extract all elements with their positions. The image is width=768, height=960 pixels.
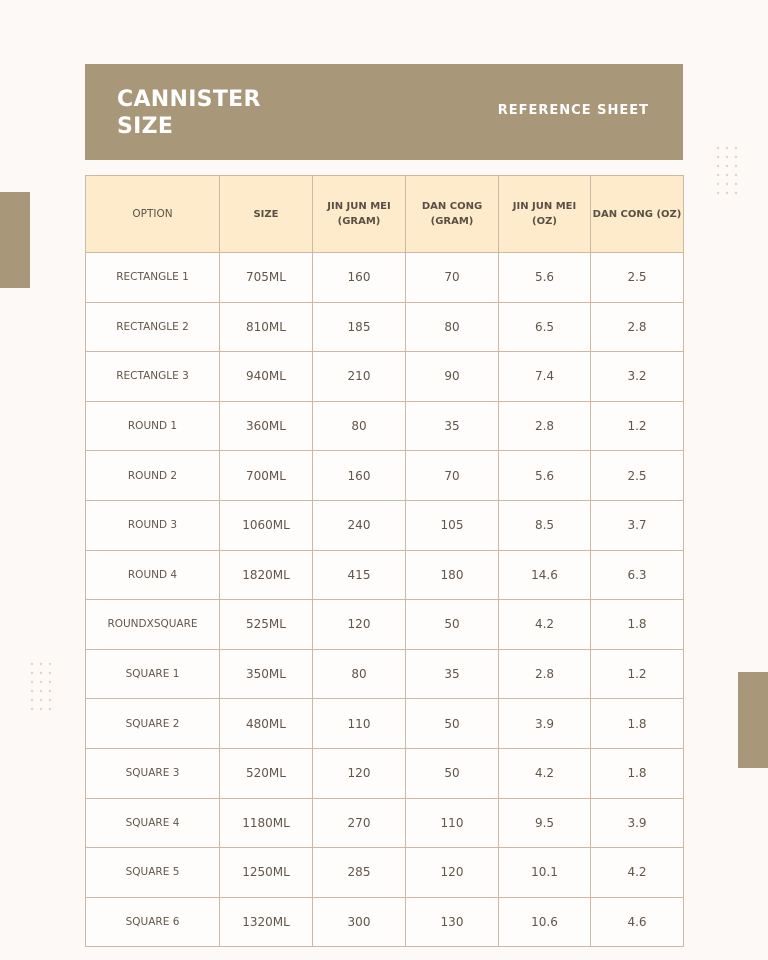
page-title: CANNISTER SIZE	[117, 87, 261, 139]
cell-jin-jun-mei-oz: 7.4	[499, 352, 591, 402]
cell-jin-jun-mei-gram: 110	[313, 699, 406, 749]
table-row	[86, 699, 684, 749]
cell-size: 810ML	[220, 302, 313, 352]
table-row	[86, 848, 684, 898]
cell-dan-cong-gram: 35	[406, 401, 499, 451]
cell-option: ROUND 1	[86, 401, 220, 451]
page-subtitle: REFERENCE SHEET	[497, 103, 649, 118]
cell-dan-cong-gram: 50	[406, 699, 499, 749]
cell-jin-jun-mei-oz: 5.6	[499, 451, 591, 501]
cell-jin-jun-mei-gram: 285	[313, 848, 406, 898]
cell-dan-cong-gram: 70	[406, 451, 499, 501]
cell-jin-jun-mei-gram: 185	[313, 302, 406, 352]
cell-jin-jun-mei-gram: 120	[313, 748, 406, 798]
cell-option: SQUARE 6	[86, 897, 220, 947]
cell-jin-jun-mei-oz: 2.8	[499, 649, 591, 699]
cell-dan-cong-oz: 4.6	[591, 897, 684, 947]
cell-dan-cong-gram: 90	[406, 352, 499, 402]
cell-jin-jun-mei-gram: 160	[313, 253, 406, 303]
cell-dan-cong-gram: 130	[406, 897, 499, 947]
cell-option: RECTANGLE 2	[86, 302, 220, 352]
cell-size: 1250ML	[220, 848, 313, 898]
cell-option: ROUND 4	[86, 550, 220, 600]
cell-dan-cong-gram: 35	[406, 649, 499, 699]
cell-size: 525ML	[220, 600, 313, 650]
cell-dan-cong-oz: 3.7	[591, 500, 684, 550]
cell-dan-cong-oz: 2.8	[591, 302, 684, 352]
cell-dan-cong-oz: 1.2	[591, 401, 684, 451]
cell-dan-cong-oz: 1.8	[591, 748, 684, 798]
cell-size: 1060ML	[220, 500, 313, 550]
cell-jin-jun-mei-gram: 300	[313, 897, 406, 947]
cell-dan-cong-gram: 120	[406, 848, 499, 898]
cell-size: 350ML	[220, 649, 313, 699]
cell-jin-jun-mei-oz: 10.1	[499, 848, 591, 898]
cell-dan-cong-gram: 110	[406, 798, 499, 848]
table-row	[86, 500, 684, 550]
cell-dan-cong-oz: 3.2	[591, 352, 684, 402]
column-header-option: OPTION	[86, 176, 220, 253]
header-banner	[85, 64, 683, 160]
reference-table	[85, 175, 684, 947]
cell-dan-cong-oz: 3.9	[591, 798, 684, 848]
cell-jin-jun-mei-oz: 14.6	[499, 550, 591, 600]
cell-dan-cong-oz: 1.8	[591, 600, 684, 650]
decorative-dot-grid	[28, 660, 56, 718]
cell-dan-cong-gram: 50	[406, 600, 499, 650]
cell-jin-jun-mei-oz: 3.9	[499, 699, 591, 749]
cell-jin-jun-mei-gram: 415	[313, 550, 406, 600]
cell-option: ROUND 3	[86, 500, 220, 550]
cell-option: RECTANGLE 1	[86, 253, 220, 303]
cell-size: 700ML	[220, 451, 313, 501]
cell-jin-jun-mei-gram: 160	[313, 451, 406, 501]
cell-dan-cong-gram: 105	[406, 500, 499, 550]
cell-size: 480ML	[220, 699, 313, 749]
cell-jin-jun-mei-oz: 4.2	[499, 600, 591, 650]
decorative-side-block-left	[0, 192, 30, 288]
cell-jin-jun-mei-gram: 240	[313, 500, 406, 550]
cell-jin-jun-mei-gram: 270	[313, 798, 406, 848]
cell-dan-cong-gram: 50	[406, 748, 499, 798]
table-row	[86, 798, 684, 848]
cell-jin-jun-mei-oz: 5.6	[499, 253, 591, 303]
cell-dan-cong-oz: 1.8	[591, 699, 684, 749]
cell-option: SQUARE 2	[86, 699, 220, 749]
table-row	[86, 253, 684, 303]
cell-jin-jun-mei-oz: 9.5	[499, 798, 591, 848]
cell-jin-jun-mei-oz: 4.2	[499, 748, 591, 798]
cell-jin-jun-mei-oz: 8.5	[499, 500, 591, 550]
cell-size: 705ML	[220, 253, 313, 303]
cell-dan-cong-oz: 2.5	[591, 253, 684, 303]
cell-option: SQUARE 3	[86, 748, 220, 798]
table-row	[86, 401, 684, 451]
cell-option: RECTANGLE 3	[86, 352, 220, 402]
cell-size: 1820ML	[220, 550, 313, 600]
cell-jin-jun-mei-gram: 80	[313, 649, 406, 699]
column-header-size: SIZE	[220, 176, 313, 253]
table-row	[86, 352, 684, 402]
cell-dan-cong-oz: 6.3	[591, 550, 684, 600]
cell-option: ROUNDXSQUARE	[86, 600, 220, 650]
cell-option: SQUARE 5	[86, 848, 220, 898]
table-row	[86, 302, 684, 352]
column-header-jin-jun-mei-oz: JIN JUN MEI (OZ)	[499, 176, 591, 253]
table-row	[86, 897, 684, 947]
cell-dan-cong-oz: 4.2	[591, 848, 684, 898]
cell-dan-cong-oz: 1.2	[591, 649, 684, 699]
cell-size: 520ML	[220, 748, 313, 798]
cell-size: 1180ML	[220, 798, 313, 848]
table-row	[86, 748, 684, 798]
cell-jin-jun-mei-oz: 2.8	[499, 401, 591, 451]
table-row	[86, 550, 684, 600]
cell-option: ROUND 2	[86, 451, 220, 501]
column-header-dan-cong-gram: DAN CONG (GRAM)	[406, 176, 499, 253]
column-header-dan-cong-oz: DAN CONG (OZ)	[591, 176, 684, 253]
cell-size: 360ML	[220, 401, 313, 451]
cell-option: SQUARE 4	[86, 798, 220, 848]
cell-option: SQUARE 1	[86, 649, 220, 699]
cell-dan-cong-gram: 180	[406, 550, 499, 600]
cell-jin-jun-mei-oz: 6.5	[499, 302, 591, 352]
cell-jin-jun-mei-gram: 80	[313, 401, 406, 451]
table-row	[86, 451, 684, 501]
cell-dan-cong-gram: 70	[406, 253, 499, 303]
cell-jin-jun-mei-gram: 120	[313, 600, 406, 650]
cell-size: 1320ML	[220, 897, 313, 947]
decorative-side-block-right	[738, 672, 768, 768]
cell-jin-jun-mei-oz: 10.6	[499, 897, 591, 947]
table-header-row	[86, 176, 684, 253]
table-row	[86, 600, 684, 650]
cell-dan-cong-oz: 2.5	[591, 451, 684, 501]
cell-jin-jun-mei-gram: 210	[313, 352, 406, 402]
column-header-jin-jun-mei-gram: JIN JUN MEI (GRAM)	[313, 176, 406, 253]
cell-dan-cong-gram: 80	[406, 302, 499, 352]
table-row	[86, 649, 684, 699]
decorative-dot-grid	[714, 144, 742, 200]
cell-size: 940ML	[220, 352, 313, 402]
